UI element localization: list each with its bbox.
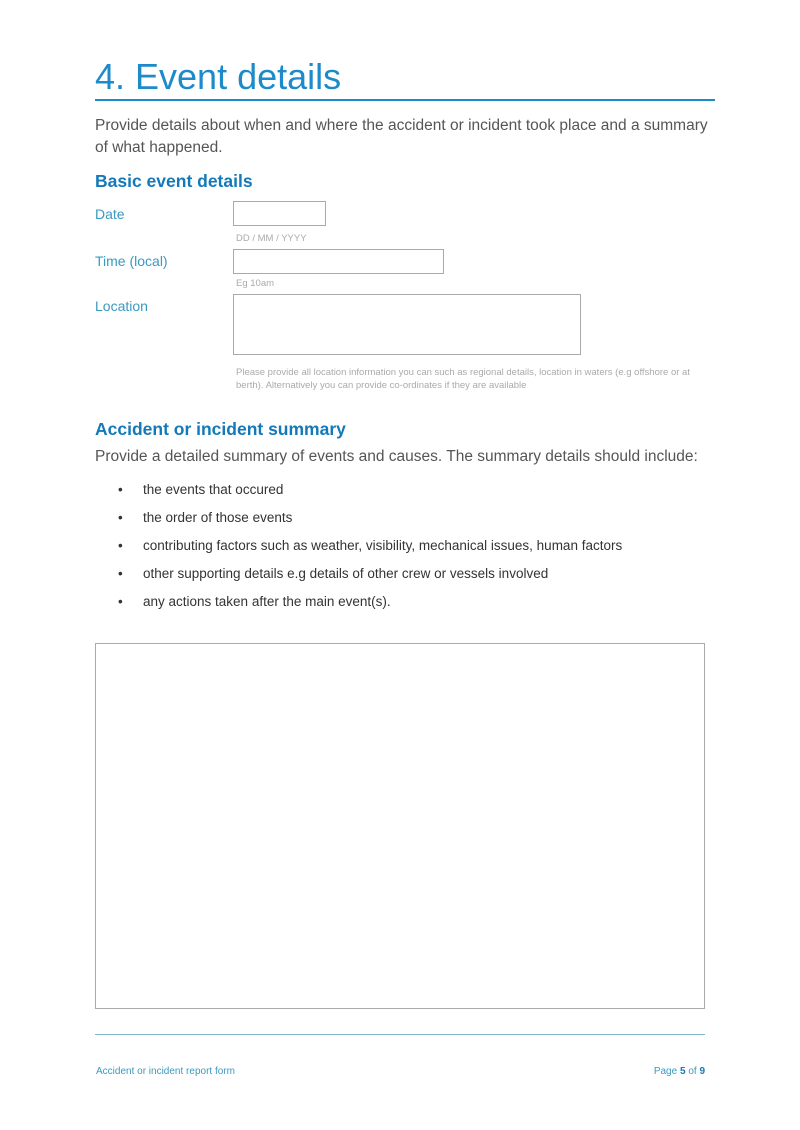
list-item bbox=[118, 594, 622, 622]
time-label: Time (local) bbox=[95, 253, 168, 269]
list-item bbox=[118, 566, 622, 594]
bullet-icon: • bbox=[118, 510, 123, 525]
bullet-icon: • bbox=[118, 482, 123, 497]
bullet-icon: • bbox=[118, 538, 123, 553]
summary-field[interactable] bbox=[95, 643, 705, 1009]
footer-form-name: Accident or incident report form bbox=[96, 1066, 235, 1077]
bullet-text: the events that occured bbox=[143, 482, 284, 497]
summary-bullet-list bbox=[118, 482, 622, 622]
list-item bbox=[118, 510, 622, 538]
bullet-icon: • bbox=[118, 566, 123, 581]
section-intro: Provide details about when and where the accident or incident took place and a summary of what happened. bbox=[95, 117, 708, 156]
list-item bbox=[118, 538, 622, 566]
location-label: Location bbox=[95, 298, 148, 314]
section-title: 4. Event details bbox=[95, 56, 342, 97]
location-hint: Please provide all location information you can such as regional details, location in waters (e.g offshore or at berth). Alternatively you can provide co-ordinates if they are available bbox=[236, 367, 690, 391]
title-divider bbox=[95, 99, 715, 101]
page-number bbox=[654, 1066, 705, 1077]
date-label: Date bbox=[95, 206, 125, 222]
basic-details-heading: Basic event details bbox=[95, 171, 253, 191]
page-prefix: Page bbox=[653, 1066, 678, 1077]
time-hint: Eg 10am bbox=[236, 278, 275, 289]
summary-intro: Provide a detailed summary of events and causes. The summary details should include: bbox=[95, 448, 698, 465]
bullet-text: other supporting details e.g details of other crew or vessels involved bbox=[143, 566, 549, 581]
page-total: 9 bbox=[699, 1066, 705, 1077]
page-current: 5 bbox=[679, 1066, 686, 1077]
list-item bbox=[118, 482, 622, 510]
time-field[interactable] bbox=[233, 249, 444, 274]
summary-heading: Accident or incident summary bbox=[95, 419, 346, 439]
bullet-text: the order of those events bbox=[143, 510, 293, 525]
bullet-icon: • bbox=[118, 594, 123, 609]
date-field[interactable] bbox=[233, 201, 326, 226]
date-hint: DD / MM / YYYY bbox=[236, 233, 307, 244]
footer-divider bbox=[95, 1034, 705, 1035]
bullet-text: any actions taken after the main event(s). bbox=[143, 594, 391, 609]
location-field[interactable] bbox=[233, 294, 581, 355]
bullet-text: contributing factors such as weather, visibility, mechanical issues, human factors bbox=[143, 538, 623, 553]
page-of: of bbox=[688, 1066, 697, 1077]
